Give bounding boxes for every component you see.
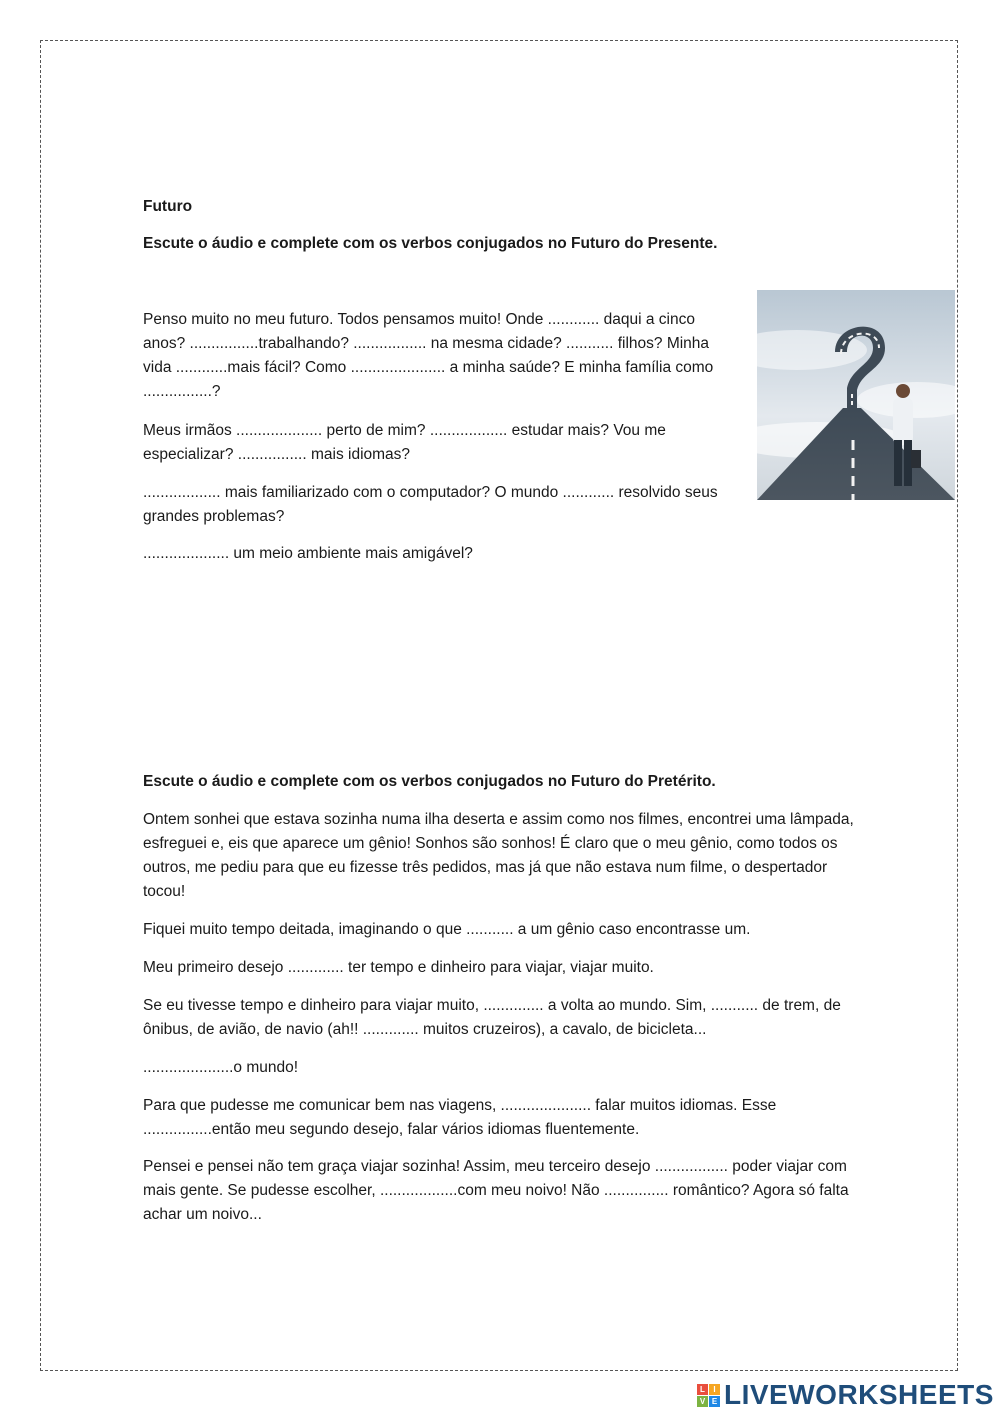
section1-instruction: Escute o áudio e complete com os verbos conjugados no Futuro do Presente.	[143, 235, 718, 252]
section1-paragraph-3: .................. mais familiarizado com o computador? O mundo ............ resolvido seus grandes problemas?	[143, 484, 718, 525]
badge-letter: I	[709, 1384, 720, 1395]
section2-paragraph-1: Ontem sonhei que estava sozinha numa ilha deserta e assim como nos filmes, encontrei uma lâmpada, esfreguei e, eis que aparece um gênio! Sonhos são sonhos! É claro que o meu gênio, como todos os outros, me pediu para que eu fizesse três pedidos, mas já que não estava num filme, o despertador tocou!	[143, 811, 854, 900]
section2-paragraph-6: Para que pudesse me comunicar bem nas viagens, ..................... falar muitos idiomas. Esse ................então meu segundo desejo, falar vários idiomas fluentemente.	[143, 1097, 777, 1138]
section2-instruction: Escute o áudio e complete com os verbos conjugados no Futuro do Pretérito.	[143, 773, 716, 790]
section2-paragraph-7: Pensei e pensei não tem graça viajar sozinha! Assim, meu terceiro desejo ................. poder viajar com mais gente. Se pudesse escolher, ..................com meu noivo! Não ............... romântico? Agora só falta achar um noivo...	[143, 1158, 849, 1223]
section1-paragraph-4: .................... um meio ambiente mais amigável?	[143, 545, 473, 562]
section2-paragraph-4: Se eu tivesse tempo e dinheiro para viajar muito, .............. a volta ao mundo. Sim, ........... de trem, de ônibus, de avião, de navio (ah!! ............. muitos cruzeiros), a cavalo, de bicicleta...	[143, 997, 841, 1038]
liveworksheets-logo[interactable]	[697, 1378, 994, 1412]
badge-letter: E	[709, 1396, 720, 1407]
badge-letter: V	[697, 1396, 708, 1407]
logo-text: LIVEWORKSHEETS	[724, 1379, 994, 1410]
badge-letter: L	[697, 1384, 708, 1395]
section1-paragraph-2: Meus irmãos .................... perto de mim? .................. estudar mais? Vou me especializar? ................ mais idiomas?	[143, 422, 666, 463]
section2-paragraph-3: Meu primeiro desejo ............. ter tempo e dinheiro para viajar, viajar muito.	[143, 959, 654, 976]
section1-paragraph-1: Penso muito no meu futuro. Todos pensamos muito! Onde ............ daqui a cinco anos? ................trabalhando? ................. na mesma cidade? ........... filhos? Minha vida ............mais fácil? Como ...................... a minha saúde? E minha família como ................?	[143, 311, 714, 400]
worksheet-title: Futuro	[143, 198, 193, 215]
logo-badge-icon	[697, 1384, 720, 1407]
section2-paragraph-2: Fiquei muito tempo deitada, imaginando o que ........... a um gênio caso encontrasse um.	[143, 921, 751, 938]
future-road-question-mark-image	[757, 290, 955, 500]
section2-paragraph-5: .....................o mundo!	[143, 1059, 299, 1076]
